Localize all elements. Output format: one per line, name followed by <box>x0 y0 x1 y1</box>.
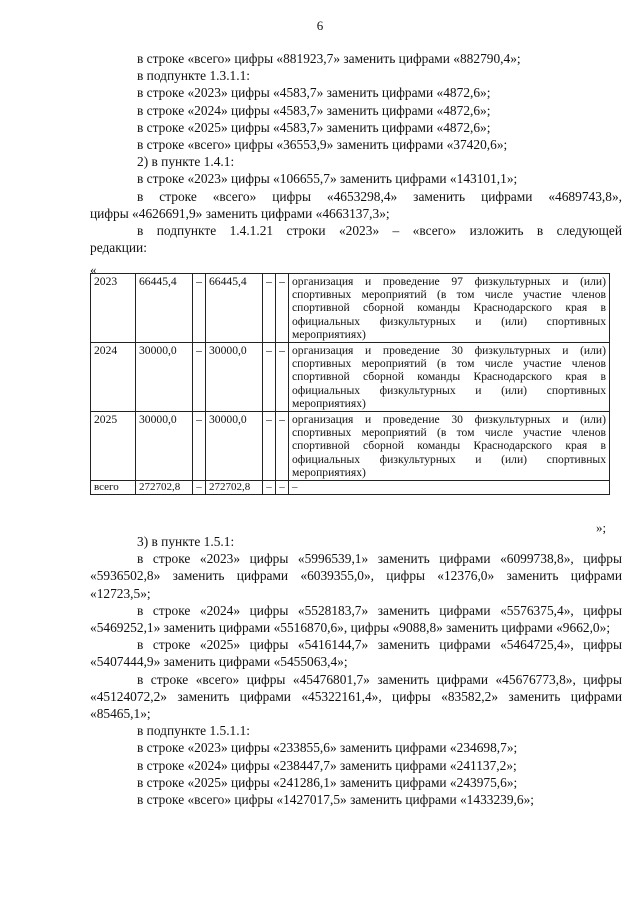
line-2023-1-4-1: в строке «2023» цифры «106655,7» заменить цифрами «143101,1»; <box>137 171 518 187</box>
table-row-total <box>91 481 610 495</box>
cell-description: организация и проведение 30 физкультурных и (или) спортивных мероприятий (в том числе участие членов спортивной сборной команды Краснодарского края в официальных физкультурных и (или) спортивных мероприятиях) <box>289 412 610 481</box>
line-subpoint-1-3-1-1: в подпункте 1.3.1.1: <box>137 68 251 84</box>
line-total-1-3: в строке «всего» цифры «881923,7» заменить цифрами «882790,4»; <box>137 51 521 66</box>
cell-dash: – <box>276 481 289 495</box>
cell-dash: – <box>276 274 289 343</box>
closing-quote: »; <box>596 520 607 535</box>
line-2024-1-5-1-1: в строке «2024» цифры «238447,7» заменить цифрами «241137,2»; <box>137 757 517 773</box>
line-2024: в строке «2024» цифры «4583,7» заменить цифрами «4872,6»; <box>137 102 491 118</box>
line-2025-1-5-1-1: в строке «2025» цифры «241286,1» заменить цифрами «243975,6»; <box>137 774 518 790</box>
cell-total: 30000,0 <box>136 343 193 412</box>
cell-year: всего <box>91 481 136 495</box>
para-total: в строке «всего» цифры «45476801,7» заменить цифрами «45676773,8», цифры «45124072,2» заменить цифрами «45322161,4», цифры «83582,2» заменить цифрами «85465,1»; <box>90 671 622 722</box>
cell-dash: – <box>263 343 276 412</box>
cell-dash: – <box>263 481 276 495</box>
page-number: 6 <box>316 18 324 33</box>
cell-regional: 30000,0 <box>206 412 263 481</box>
cell-description: организация и проведение 97 физкультурных и (или) спортивных мероприятий (в том числе участие членов спортивной сборной команды Краснодарского края в официальных физкультурных и (или) спортивных мероприятиях) <box>289 274 610 343</box>
opening-quote: « <box>90 262 97 277</box>
line-point-1-5-1: 3) в пункте 1.5.1: <box>137 534 235 549</box>
cell-description: организация и проведение 30 физкультурных и (или) спортивных мероприятий (в том числе участие членов спортивной сборной команды Краснодарского края в официальных физкультурных и (или) спортивных мероприятиях) <box>289 343 610 412</box>
line-total-1-4-1-b: цифры «4626691,9» заменить цифрами «4663137,3»; <box>90 205 390 221</box>
cell-dash: – <box>193 343 206 412</box>
line-2025: в строке «2025» цифры «4583,7» заменить цифрами «4872,6»; <box>137 119 491 135</box>
cell-year: 2025 <box>91 412 136 481</box>
cell-dash: – <box>193 274 206 343</box>
para-2024: в строке «2024» цифры «5528183,7» заменить цифрами «5576375,4», цифры «5469252,1» заменить цифрами «5516870,6», цифры «9088,8» заменить цифрами «9662,0»; <box>90 602 622 636</box>
cell-dash: – <box>263 412 276 481</box>
amendment-table <box>90 273 610 495</box>
cell-description: – <box>289 481 610 495</box>
line-total: в строке «всего» цифры «36553,9» заменить цифрами «37420,6»; <box>137 137 508 153</box>
cell-regional: 66445,4 <box>206 274 263 343</box>
line-subpoint-1-4-1-21-b: редакции: <box>90 240 147 256</box>
cell-dash: – <box>193 481 206 495</box>
cell-total: 30000,0 <box>136 412 193 481</box>
cell-dash: – <box>193 412 206 481</box>
table-row <box>91 274 610 343</box>
line-subpoint-1-5-1-1: в подпункте 1.5.1.1: <box>137 723 251 739</box>
line-subpoint-1-4-1-21-a: в подпункте 1.4.1.21 строки «2023» – «всего» изложить в следующей <box>137 223 622 239</box>
cell-total: 66445,4 <box>136 274 193 343</box>
amendments-block-1 <box>90 50 622 256</box>
para-2023: в строке «2023» цифры «5996539,1» заменить цифрами «6099738,8», цифры «5936502,8» заменить цифрами «6039355,0», цифры «12376,0» заменить цифрами «12723,5»; <box>90 551 622 601</box>
line-2023-1-5-1-1: в строке «2023» цифры «233855,6» заменить цифрами «234698,7»; <box>137 740 518 756</box>
amendments-block-2 <box>90 533 622 808</box>
cell-regional: 272702,8 <box>206 481 263 495</box>
cell-dash: – <box>263 274 276 343</box>
table-row <box>91 343 610 412</box>
cell-total: 272702,8 <box>136 481 193 495</box>
cell-dash: – <box>276 343 289 412</box>
line-total-1-5-1-1: в строке «всего» цифры «1427017,5» заменить цифрами «1433239,6»; <box>137 792 535 808</box>
cell-year: 2024 <box>91 343 136 412</box>
cell-dash: – <box>276 412 289 481</box>
para-2025: в строке «2025» цифры «5416144,7» заменить цифрами «5464725,4», цифры «5407444,9» заменить цифрами «5455063,4»; <box>90 637 622 670</box>
table-row <box>91 412 610 481</box>
line-total-1-4-1-a: в строке «всего» цифры «4653298,4» заменить цифрами «4689743,8», <box>137 188 622 204</box>
cell-year: 2023 <box>91 274 136 343</box>
line-2023: в строке «2023» цифры «4583,7» заменить цифрами «4872,6»; <box>137 85 491 101</box>
cell-regional: 30000,0 <box>206 343 263 412</box>
line-point-1-4-1: 2) в пункте 1.4.1: <box>137 154 235 170</box>
